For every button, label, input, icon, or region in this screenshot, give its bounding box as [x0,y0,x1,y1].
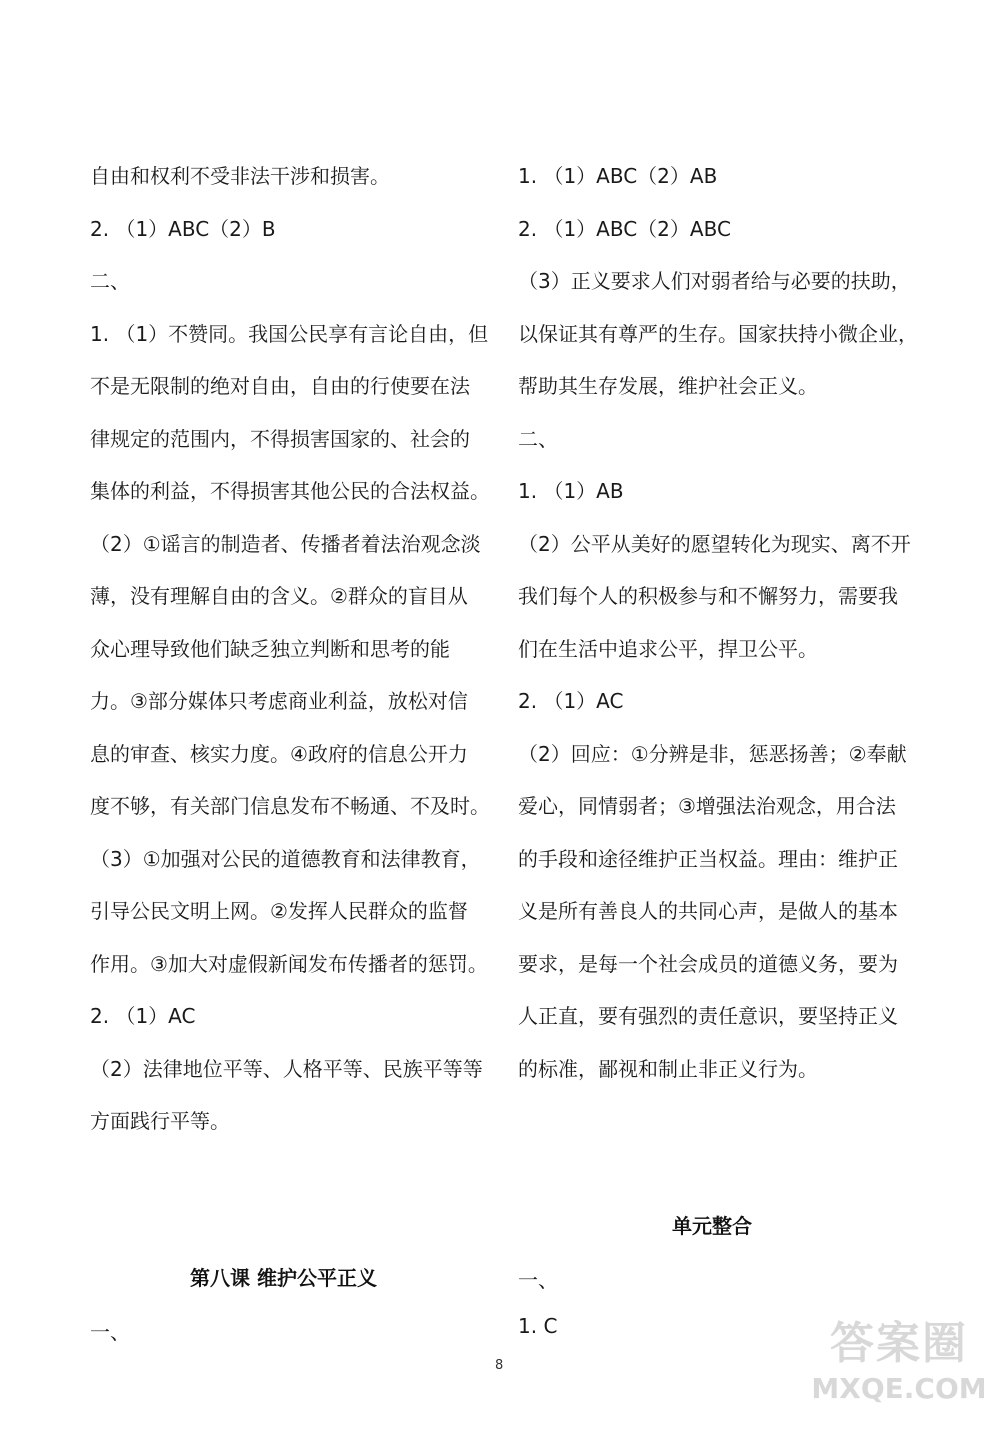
answer-line: 2. （1）ABC（2）B [90,216,276,241]
answer-line: 爱心，同情弱者；③增强法治观念，用合法 [518,794,896,818]
answer-line: （2）回应：①分辨是非，惩恶扬善；②奉献 [518,741,907,766]
answer-line: 1. （1）ABC（2）AB [518,164,718,188]
answer-line: 我们每个人的积极参与和不懈努力，需要我 [518,584,898,608]
answer-line: 度不够，有关部门信息发布不畅通、不及时。 [90,794,490,818]
answer-line: 自由和权利不受非法干涉和损害。 [90,164,390,188]
answer-line: 二、 [90,269,130,293]
answer-line: 二、 [518,426,558,451]
answer-line: 2. （1）AC [90,1004,196,1028]
answer-line: 2. （1）AC [518,689,624,713]
answer-line: 不是无限制的绝对自由，自由的行使要在法 [90,374,470,398]
answer-line: 息的审查、核实力度。④政府的信息公开力 [90,741,468,766]
answer-line: 帮助其生存发展，维护社会正义。 [518,374,818,398]
answer-line: 力。③部分媒体只考虑商业利益，放松对信 [90,689,468,713]
answer-line: 作用。③加大对虚假新闻发布传播者的惩罚。 [90,951,488,976]
answer-line: 律规定的范围内，不得损害国家的、社会的 [90,426,470,451]
answer-line: 方面践行平等。 [90,1109,230,1133]
answer-line: （2）法律地位平等、人格平等、民族平等等 [90,1056,483,1081]
right-answer-column [518,150,918,1095]
answer-line: （2）公平从美好的愿望转化为现实、离不开 [518,531,911,556]
page-number: 8 [495,1358,504,1373]
answer-line: 众心理导致他们缺乏独立判断和思考的能 [90,636,450,661]
watermark-url: MXQE.COM [811,1372,987,1405]
answer-line: 要求，是每一个社会成员的道德义务，要为 [518,951,898,976]
answer-line: 1. （1）AB [518,479,624,503]
answer-line: 1. （1）不赞同。我国公民享有言论自由，但 [90,321,489,346]
watermark-logo-text: 答案圈 [830,1318,968,1369]
answer-line: 的标准，鄙视和制止非正义行为。 [518,1056,818,1081]
unit-summary-heading: 单元整合 [672,1214,752,1238]
answer-line: （3）①加强对公民的道德教育和法律教育， [90,846,481,871]
answer-line: 一、 [90,1320,130,1344]
answer-line: 2. （1）ABC（2）ABC [518,216,731,241]
answer-line: 引导公民文明上网。②发挥人民群众的监督 [90,899,468,923]
answer-line: 以保证其有尊严的生存。国家扶持小微企业， [518,321,918,346]
watermark-logo [804,1319,994,1419]
answer-line: 的手段和途径维护正当权益。理由：维护正 [518,846,898,871]
answer-line: （2）①谣言的制造者、传播者着法治观念淡 [90,531,481,556]
answer-line: （3）正义要求人们对弱者给与必要的扶助， [518,269,911,293]
answer-line: 1. C [518,1314,558,1338]
answer-line: 一、 [518,1268,558,1292]
answer-line: 集体的利益，不得损害其他公民的合法权益。 [90,479,490,503]
left-answer-column [90,150,490,1148]
answer-line: 义是所有善良人的共同心声，是做人的基本 [518,899,898,923]
answer-line: 薄，没有理解自由的含义。②群众的盲目从 [90,584,468,608]
answer-line: 人正直，要有强烈的责任意识，要坚持正义 [518,1004,898,1028]
lesson-heading: 第八课 维护公平正义 [190,1266,377,1290]
answer-line: 们在生活中追求公平，捍卫公平。 [518,636,818,661]
